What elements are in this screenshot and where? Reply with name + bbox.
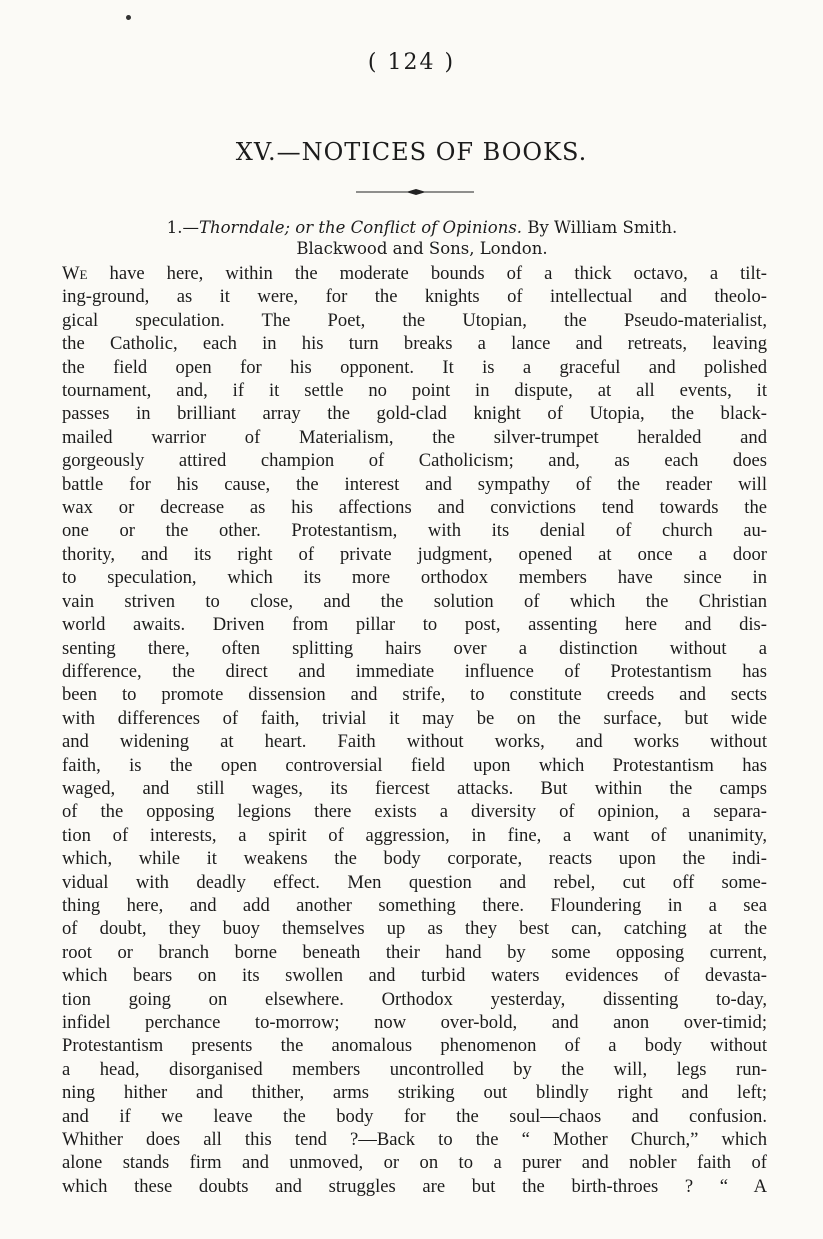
book-number: 1.— [166, 218, 199, 237]
ink-speck [126, 15, 131, 20]
text-line: mailed warrior of Materialism, the silver-trumpet heralded and [62, 426, 767, 448]
text-line: ning hither and thither, arms striking out blindly right and left; [62, 1082, 767, 1104]
text-line: faith, is the open controversial field upon which Protestantism has [62, 754, 767, 776]
text-line: gorgeously attired champion of Catholicism; and, as each does [62, 450, 767, 472]
text-line: vain striven to close, and the solution of which the Christian [62, 590, 767, 612]
text-line: ing-ground, as it were, for the knights of intellectual and theolo- [62, 286, 767, 308]
text-line: senting there, often splitting hairs over a distinction without a [62, 637, 767, 659]
text-line: wax or decrease as his affections and convictions tend towards the [62, 497, 767, 519]
section-title: XV.—NOTICES OF BOOKS. [235, 138, 588, 166]
text-line: thing here, and add another something there. Floundering in a sea [62, 894, 767, 916]
text-line: the Catholic, each in his turn breaks a lance and retreats, leaving [62, 333, 767, 355]
text-line: We have here, within the moderate bounds of a thick octavo, a tilt- [62, 263, 767, 284]
text-line: waged, and still wages, its fiercest attacks. But within the camps [62, 777, 767, 799]
ornamental-rule [356, 187, 474, 197]
text-line: the field open for his opponent. It is a graceful and polished [62, 356, 767, 378]
text-line: gical speculation. The Poet, the Utopian, the Pseudo-materialist, [62, 309, 767, 331]
text-line: thority, and its right of private judgment, opened at once a door [62, 543, 767, 565]
text-line: which these doubts and struggles are but the birth-throes ? “ A [62, 1175, 767, 1197]
text-line: to speculation, which its more orthodox members have since in [62, 567, 767, 589]
book-title: Thorndale; or the Conflict of Opinions. [198, 218, 523, 237]
text-line: battle for his cause, the interest and sympathy of the reader will [62, 473, 767, 495]
text-line: tion going on elsewhere. Orthodox yesterday, dissenting to-day, [62, 988, 767, 1010]
text-line: infidel perchance to-morrow; now over-bold, and anon over-timid; [62, 1012, 767, 1033]
book-heading [62, 217, 782, 259]
text-line: one or the other. Protestantism, with its denial of church au- [62, 520, 767, 542]
text-line: which bears on its swollen and turbid waters evidences of devasta- [62, 965, 767, 987]
text-line: of the opposing legions there exists a diversity of opinion, a separa- [62, 801, 767, 823]
text-line: difference, the direct and immediate influence of Protestantism has [62, 660, 767, 682]
text-line: root or branch borne beneath their hand by some opposing current, [62, 941, 767, 963]
review-body [62, 262, 767, 1198]
text-line: and if we leave the body for the soul—chaos and confusion. [62, 1105, 767, 1127]
text-line: passes in brilliant array the gold-clad knight of Utopia, the black- [62, 403, 767, 425]
book-publisher: Blackwood and Sons, London. [296, 239, 548, 258]
first-word: We [62, 263, 88, 284]
book-author: By William Smith. [527, 218, 678, 237]
text-line: with differences of faith, trivial it may be on the surface, but wide [62, 707, 767, 729]
page-number: ( 124 ) [367, 50, 456, 75]
text-line: a head, disorganised members uncontrolled by the will, legs run- [62, 1058, 767, 1080]
text-line: which, while it weakens the body corporate, reacts upon the indi- [62, 848, 767, 870]
text-line: and widening at heart. Faith without works, and works without [62, 731, 767, 753]
text-line: Protestantism presents the anomalous phenomenon of a body without [62, 1035, 767, 1057]
text-line: been to promote dissension and strife, to constitute creeds and sects [62, 684, 767, 706]
text-line: Whither does all this tend ?—Back to the “ Mother Church,” which [62, 1129, 767, 1151]
text-line: tournament, and, if it settle no point in dispute, at all events, it [62, 380, 767, 402]
text-line: vidual with deadly effect. Men question and rebel, cut off some- [62, 871, 767, 893]
text-line: world awaits. Driven from pillar to post, assenting here and dis- [62, 614, 767, 636]
text-line: of doubt, they buoy themselves up as they best can, catching at the [62, 918, 767, 940]
text-line: alone stands firm and unmoved, or on to a purer and nobler faith of [62, 1152, 767, 1174]
text-line: tion of interests, a spirit of aggression, in fine, a want of unanimity, [62, 824, 767, 846]
